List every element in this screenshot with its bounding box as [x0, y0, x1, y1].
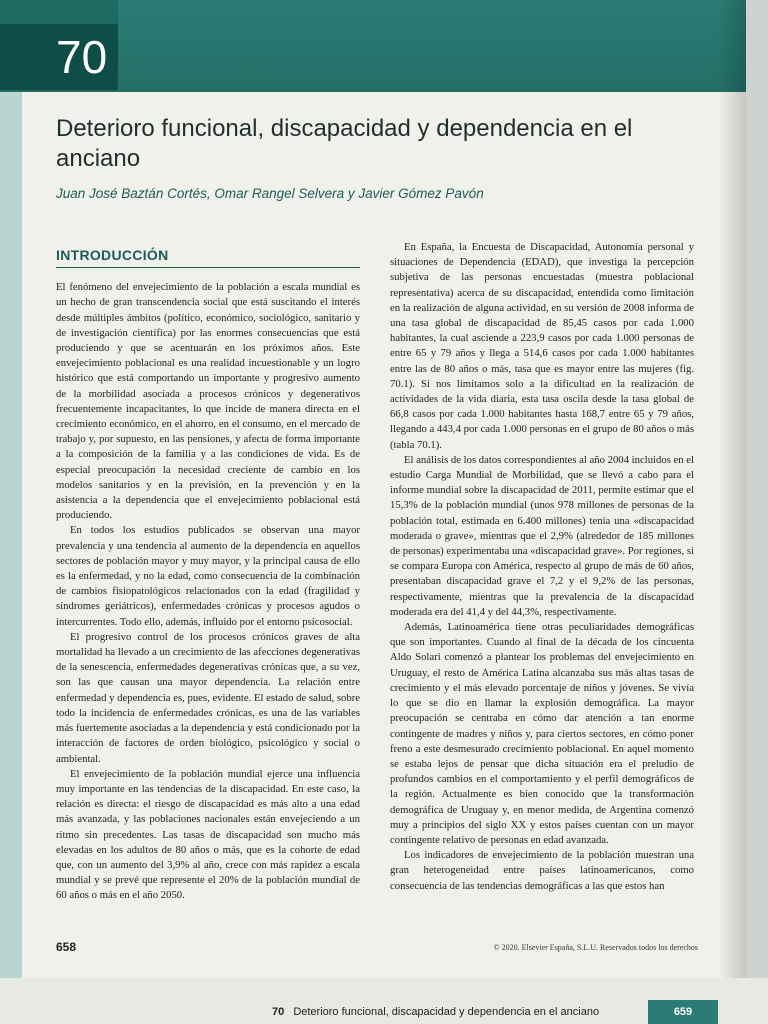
paragraph: Los indicadores de envejecimiento de la población muestran una gran heterogeneidad entre países latinoamericanos, como consecuencia de las tendencias demográficas a las que estos han — [390, 849, 694, 892]
paragraph: En España, la Encuesta de Discapacidad, Autonomía personal y situaciones de Dependencia (EDAD), que investiga la percepción subjetiva de las personas encuestadas (muestra poblacional representativa) acerca de su discapacidad, entendida como limitación en la realización de alguna actividad, en su versión de 2008 informa de una tasa global de discapacidad de 85,45 casos por cada 1.000 habitantes, la cual asciende a 223,9 casos por cada 1.000 personas de entre 65 y 79 años y llega a 514,6 casos por cada 1.000 habitantes entre las de 80 años o más, tasa que es mayor entre las mujeres (fig. 70.1). Si nos limitamos solo a la dificultad en la realización de actividades de la vida diaria, esta tasa oscila desde la tasa global de 66,8 casos por cada 1.000 habitantes hasta 168,7 entre 65 y 79 años, llegando a 443,4 por cada 1.000 personas en el grupo de 80 años o más (tabla 70.1). — [390, 241, 694, 451]
page-number: 658 — [56, 940, 77, 954]
next-page-number: 659 — [648, 1000, 718, 1024]
paragraph: El envejecimiento de la población mundial ejerce una influencia muy importante en las tendencias de la discapacidad. En este caso, la relación es directa: el riesgo de discapacidad es más alto a una edad más avanzada, y las poblaciones nacionales están envejeciendo a un ritmo sin precedentes. Las tasas de discapacidad son mucho más elevadas en los adultos de 80 años o más, que es la cohorte de edad que, con un aumento del 3,9% al año, crece con más rapidez a escala mundial y se prevé que represente el 20% de la población mundial de 60 años o más en el año 2050. — [56, 767, 360, 902]
right-column — [390, 240, 694, 894]
page-gutter-shadow — [718, 0, 746, 978]
paragraph: El progresivo control de los procesos crónicos graves de alta mortalidad ha llevado a un crecimiento de las afecciones degenerativas de la senescencia, enfermedades degenerativas crónicas que, a su vez, son las que causan una mayor dependencia. La relación entre enfermedad y dependencia es, pues, evidente. El estado de salud, sobre todo la incidencia de enfermedades crónicas, es una de las variables más fuertemente asociadas a la dependencia y está condicionado por la interacción de factores de orden biológico, psicológico y social o ambiental. — [56, 630, 360, 765]
paragraph: El fenómeno del envejecimiento de la población a escala mundial es un hecho de gran transcendencia social que está suscitando el interés desde múltiples ámbitos (político, económico, sociológico, sanitario y de investigación científica) por las enormes consecuencias que está produciendo y que se acentuarán en los próximos años. Este envejecimiento poblacional es una realidad incuestionable y un logro histórico que está comportando un importante y progresivo aumento de la morbilidad asociada a procesos crónicos y degenerativos frecuentemente incapacitantes, lo que incide de manera directa en el crecimiento económico, en el ahorro, en el consumo, en el mercado de trabajo y, por supuesto, en las pensiones, y afecta de forma importante a la composición de la familia y a las condiciones de vida. Es de especial preocupación la necesidad creciente de cambio en los modelos sanitarios y en la previsión, en la prevención y en la asistencia a la dependencia que el envejecimiento poblacional está produciendo. — [56, 281, 360, 522]
section-heading: INTRODUCCIÓN — [56, 247, 169, 263]
paragraph: En todos los estudios publicados se observan una mayor prevalencia y una tendencia al aumento de la dependencia en aquellos sectores de población mayor y muy mayor, y la principal causa de ello es la enfermedad, y no la edad, como consecuencia de la combinación de cambios fisiopatológicos relacionados con la edad (fragilidad y síndromes geriátricos), enfermedades crónicas y procesos agudos o intercurrentes. Todo ello, además, influido por el entorno psicosocial. — [56, 524, 360, 628]
footer-chapter-number: 70 — [272, 1006, 285, 1018]
section-rule — [56, 267, 360, 268]
side-stripe — [0, 92, 22, 978]
chapter-authors: Juan José Baztán Cortés, Omar Rangel Selvera y Javier Gómez Pavón — [56, 186, 484, 201]
paragraph: El análisis de los datos correspondientes al año 2004 incluidos en el estudio Carga Mundial de Morbilidad, que se llevó a cabo para el informe mundial sobre la discapacidad de 2011, permite estimar que el 15,3% de la población mundial (unos 978 millones de personas de la población total, estimada en 6.400 millones) tenía una «discapacidad moderada o grave», mientras que el 2,9% (alrededor de 185 millones de personas) experimentaba una «discapacidad grave». Por regiones, si se compara Europa con América, respecto al grupo de más de 60 años, presentaban discapacidad grave el 7,2 y el 9,2% de las personas, respectivamente, mientras que la prevalencia de la discapacidad moderada era del 41,4 y del 44,3%, respectivamente. — [390, 453, 694, 618]
next-page-footer — [272, 1006, 599, 1018]
copyright-notice: © 2020. Elsevier España, S.L.U. Reservados todos los derechos — [493, 943, 698, 952]
left-column — [56, 248, 360, 904]
footer-chapter-title: Deterioro funcional, discapacidad y dependencia en el anciano — [293, 1006, 600, 1018]
chapter-number: 70 — [0, 24, 118, 90]
paragraph: Además, Latinoamérica tiene otras peculiaridades demográficas que son importantes. Cuando al final de la década de los cincuenta Aldo Solari comenzó a plantear los problemas del envejecimiento en Uruguay, el resto de América Latina alcanzaba sus más altas tasas de crecimiento y el más elevado porcentaje de niños y jóvenes. Se vivía lo que se dio en llamar la explosión demográfica. La mayor preocupación se centraba en cómo dar atención a tan enorme contingente de madres y niños y, para ciertos sectores, en cómo poner freno a este desmesurado crecimiento poblacional. En aquel momento se estaba lejos de pensar que dicha situación era el preludio de profundos cambios en el comportamiento y el perfil demográficos de la región. Actualmente es bien conocido que la transformación demográfica de Uruguay y, en menor medida, de Argentina comenzó muy a principios del siglo XX y estos países cuentan con un mayor contingente relativo de personas en edad avanzada. — [390, 621, 694, 846]
chapter-title: Deterioro funcional, discapacidad y dependencia en el anciano — [56, 115, 633, 172]
